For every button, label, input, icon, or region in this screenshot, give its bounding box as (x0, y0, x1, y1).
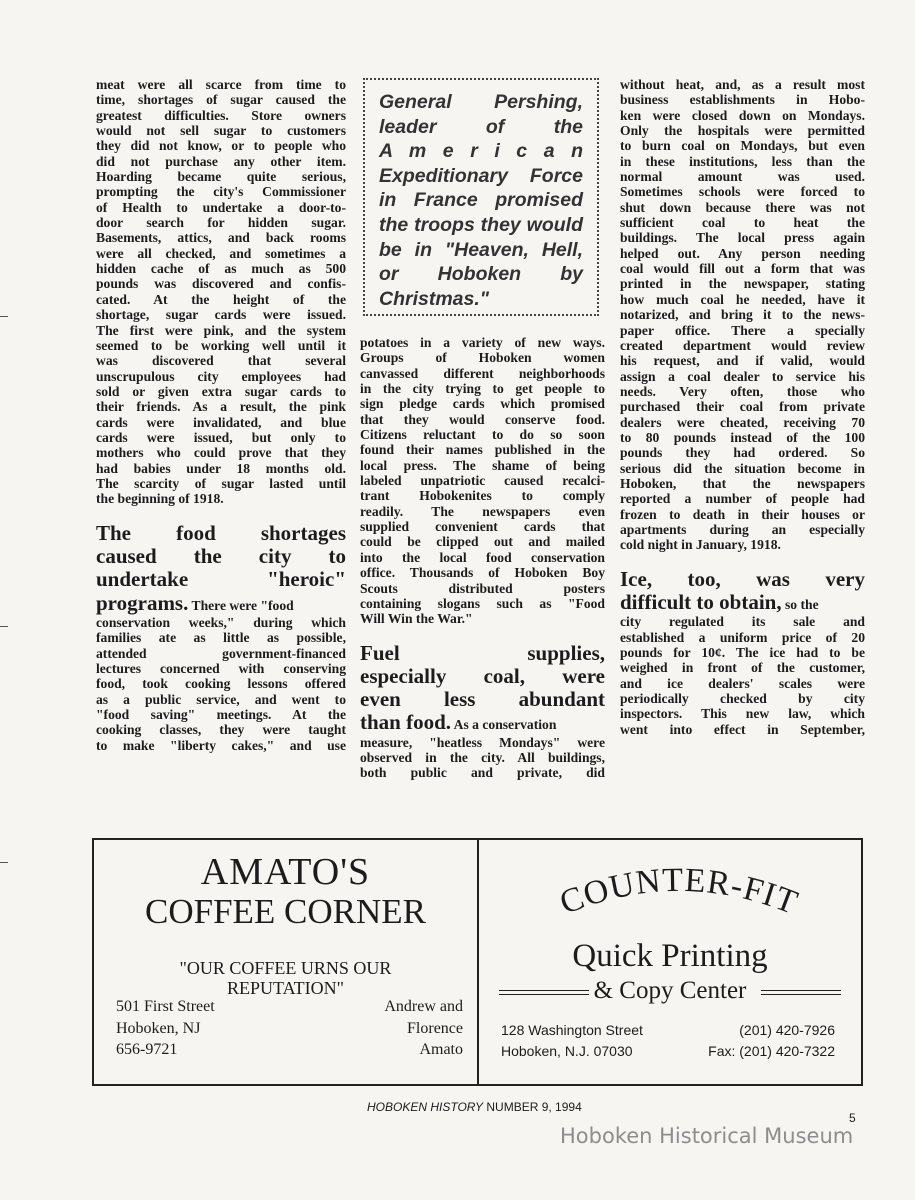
ad-fax: Fax: (201) 420-7322 (708, 1043, 835, 1059)
text-line: in these institutions, less than the (620, 153, 865, 169)
text-line: The first were pink, and the system (96, 322, 346, 338)
margin-mark (0, 862, 8, 863)
ad-address: 501 First Street (116, 998, 215, 1015)
spacer (360, 627, 605, 642)
text-line: normal amount was used. (620, 169, 865, 185)
text-line: buildings. The local press again (620, 230, 865, 246)
text-line: established a uniform price of 20 (620, 629, 865, 645)
text-line: sufficient coal to heat the (620, 215, 865, 231)
heading-text: especially coal, were (360, 663, 605, 688)
quote-line: Christmas." (379, 287, 490, 310)
amato-coffee-ad (94, 840, 479, 1084)
counterfit-printing-ad (479, 840, 861, 1084)
heading-text: Ice, too, was very (620, 566, 865, 591)
text-line: Sometimes schools were forced to (620, 184, 865, 200)
text-line: canvassed different neighborhoods (360, 365, 605, 381)
quote-line: Expeditionary Force (379, 164, 583, 187)
ad-address: Hoboken, NJ (116, 1020, 201, 1037)
text-line: measure, "heatless Mondays" were (360, 734, 605, 750)
text-line: time, shortages of sugar caused the (96, 92, 346, 108)
text-line: shortage, sugar cards were issued. (96, 307, 346, 323)
text-line: into the local food conservation (360, 549, 605, 565)
section-heading-line (360, 665, 605, 688)
text-line: printed in the newspaper, stating (620, 276, 865, 292)
text-line: lectures concerned with conserving (96, 660, 346, 676)
ad-title: AMATO'S (200, 851, 371, 893)
text-line: to make "liberty cakes," and use (96, 737, 346, 753)
text-line: without heat, and, as a result most (620, 77, 865, 92)
heading-text: programs. (96, 590, 189, 615)
text-line: his request, and if valid, would (620, 353, 865, 369)
quote-line: General Pershing, (379, 91, 583, 113)
article-column-1 (96, 77, 346, 753)
text-line: greatest difficulties. Store owners (96, 107, 346, 123)
heading-text: The food shortages (96, 520, 346, 545)
text-line: pounds was discovered and confis- (96, 276, 346, 292)
section-heading-line (96, 568, 346, 591)
article-column-2 (360, 335, 605, 781)
text-line: seemed to be working well until it (96, 337, 346, 353)
section-heading-line (96, 592, 346, 615)
quote-line: the troops they would (379, 213, 583, 236)
text-line: the beginning of 1918. (96, 491, 224, 507)
text-line: and ice dealers' scales were (620, 675, 865, 691)
text-line: pounds they had ordered. So (620, 445, 865, 461)
text-line: labeled unpatriotic caused recalci- (360, 473, 605, 489)
text-line: as a public service, and went to (96, 691, 346, 707)
heading-text: caused the city to (96, 543, 346, 568)
text-line: meat were all scarce from time to (96, 77, 346, 92)
text-line: Citizens reluctant to do so soon (360, 427, 605, 443)
text-line: shut down because there was not (620, 199, 865, 215)
body-text: so the (781, 596, 819, 612)
text-line: Basements, attics, and back rooms (96, 230, 346, 246)
section-heading-line (360, 711, 605, 734)
heading-text: undertake "heroic" (96, 567, 346, 592)
page-number: 5 (849, 1111, 856, 1125)
ad-phone: 656-9721 (116, 1041, 178, 1058)
quote-line: leader of the (379, 115, 583, 138)
text-line: office. Thousands of Hoboken Boy (360, 565, 605, 581)
text-line: readily. The newspapers even (360, 503, 605, 519)
text-line: ken were closed down on Mondays. (620, 107, 865, 123)
text-line: cold night in January, 1918. (620, 537, 781, 553)
text-line: food, took cooking lessons offered (96, 676, 346, 692)
watermark: Hoboken Historical Museum (560, 1124, 854, 1148)
text-line: pounds for 10¢. The ice had to be (620, 644, 865, 660)
text-line: frozen to death in their houses or (620, 506, 865, 522)
ad-owners: Amato (419, 1041, 463, 1058)
ad-line: & Copy Center (593, 977, 747, 1004)
section-heading-line (620, 591, 865, 614)
text-line: how much coal he needed, have it (620, 291, 865, 307)
pull-quote (363, 78, 599, 316)
text-line: assign a coal dealer to service his (620, 368, 865, 384)
issue-info: NUMBER 9, 1994 (483, 1100, 582, 1114)
ad-owners: Andrew and (384, 998, 463, 1015)
text-line: cards were issued, but only to (96, 429, 346, 445)
ad-subtitle: COFFEE CORNER (144, 892, 427, 931)
text-line: mothers who could prove that they (96, 445, 346, 461)
text-line: observed in the city. All buildings, (360, 750, 605, 766)
text-line: city regulated its sale and (620, 614, 865, 630)
text-line: both public and private, did (360, 765, 605, 781)
article-column-3 (620, 77, 865, 737)
text-line: coal would fill out a form that was (620, 261, 865, 277)
ad-phone: (201) 420-7926 (739, 1022, 835, 1038)
text-line: prompting the city's Commissioner (96, 184, 346, 200)
ad-address: 128 Washington Street (501, 1022, 643, 1038)
text-line: could be clipped out and mailed (360, 534, 605, 550)
text-line: did not purchase any other item. (96, 153, 346, 169)
text-line: purchased their coal from private (620, 399, 865, 415)
heading-text: than food. (360, 710, 452, 735)
quote-line: or Hoboken by (379, 263, 583, 286)
text-line: containing slogans such as "Food (360, 595, 605, 611)
text-line: serious did the situation become in (620, 460, 865, 476)
text-line: created department would review (620, 337, 865, 353)
spacer (96, 507, 346, 522)
text-line: cated. At the height of the (96, 291, 346, 307)
text-line: local press. The shame of being (360, 457, 605, 473)
ad-slogan: "OUR COFFEE URNS OUR (179, 958, 392, 978)
ad-owners: Florence (407, 1020, 463, 1037)
text-line: their friends. As a result, the pink (96, 399, 346, 415)
text-line: unscrupulous city employees had (96, 368, 346, 384)
text-line: paper office. There a specially (620, 322, 865, 338)
text-line: Only the hospitals were permitted (620, 123, 865, 139)
text-line: reported a number of people had (620, 491, 865, 507)
heading-text: Fuel supplies, (360, 640, 605, 665)
text-line: helped out. Any person needing (620, 245, 865, 261)
text-line: of Health to undertake a door-to- (96, 199, 346, 215)
text-line: Will Win the War." (360, 611, 473, 627)
ad-slogan: REPUTATION" (227, 978, 344, 998)
ad-line: Quick Printing (572, 938, 768, 974)
text-line: The scarcity of sugar lasted until (96, 475, 346, 491)
text-line: went into effect in September, (620, 721, 865, 737)
heading-text: even less abundant (360, 687, 605, 712)
text-line: Groups of Hoboken women (360, 350, 605, 366)
text-line: cards were invalidated, and blue (96, 414, 346, 430)
text-line: business establishments in Hobo- (620, 92, 865, 108)
text-line: supplied convenient cards that (360, 519, 605, 535)
text-line: door search for hidden sugar. (96, 215, 346, 231)
body-text: As a conservation (451, 717, 557, 733)
text-line: that they would conserve food. (360, 411, 605, 427)
text-line: periodically checked by city (620, 690, 865, 706)
publication-name: HOBOKEN HISTORY (367, 1100, 484, 1114)
text-line: was discovered that several (96, 353, 346, 369)
text-line: Hoboken, that the newspapers (620, 475, 865, 491)
text-line: Scouts distributed posters (360, 580, 605, 596)
text-line: were all checked, and sometimes a (96, 245, 346, 261)
section-heading-line (96, 522, 346, 545)
text-line: needs. Very often, those who (620, 383, 865, 399)
margin-mark (0, 626, 8, 627)
text-line: to 80 pounds instead of the 100 (620, 429, 865, 445)
body-text: There were "food (188, 597, 294, 613)
text-line: dealers were cheated, receiving 70 (620, 414, 865, 430)
section-heading-line (96, 545, 346, 568)
text-line: had babies under 18 months old. (96, 460, 346, 476)
text-line: sold or given extra sugar cards to (96, 383, 346, 399)
text-line: inspectors. This new law, which (620, 706, 865, 722)
quote-line: in France promised (379, 189, 583, 212)
text-line: conservation weeks," during which (96, 614, 346, 630)
text-line: hidden cache of as much as 500 (96, 261, 346, 277)
text-line: sign pledge cards which promised (360, 396, 605, 412)
svg-text:COUNTER-FIT: COUNTER-FIT (554, 861, 804, 922)
text-line: they did not know, or to people who (96, 138, 346, 154)
section-heading-line (360, 642, 605, 665)
text-line: found their names published in the (360, 442, 605, 458)
section-heading-line (620, 568, 865, 591)
text-line: notarized, and bring it to the news- (620, 307, 865, 323)
text-line: would not sell sugar to customers (96, 123, 346, 139)
text-line: to burn coal on Mondays, but even (620, 138, 865, 154)
text-line: potatoes in a variety of new ways. (360, 335, 605, 350)
text-line: cooking classes, they were taught (96, 722, 346, 738)
text-line: Hoarding became quite serious, (96, 169, 346, 185)
spacer (620, 553, 865, 568)
quote-line: be in "Heaven, Hell, (379, 238, 583, 261)
text-line: apartments during an especially (620, 521, 865, 537)
text-line: weighed in front of the customer, (620, 660, 865, 676)
quote-line: A m e r i c a n (379, 140, 583, 163)
page-footer (367, 1100, 582, 1114)
ad-address: Hoboken, N.J. 07030 (501, 1043, 633, 1059)
ad-arched-title (519, 860, 839, 940)
margin-mark (0, 316, 8, 317)
text-line: families ate as little as possible, (96, 630, 346, 646)
text-line: "food saving" meetings. At the (96, 706, 346, 722)
heading-text: difficult to obtain, (620, 589, 782, 614)
text-line: in the city trying to get people to (360, 381, 605, 397)
text-line: attended government-financed (96, 645, 346, 661)
section-heading-line (360, 688, 605, 711)
advertisements (92, 838, 863, 1086)
text-line: trant Hobokenites to comply (360, 488, 605, 504)
